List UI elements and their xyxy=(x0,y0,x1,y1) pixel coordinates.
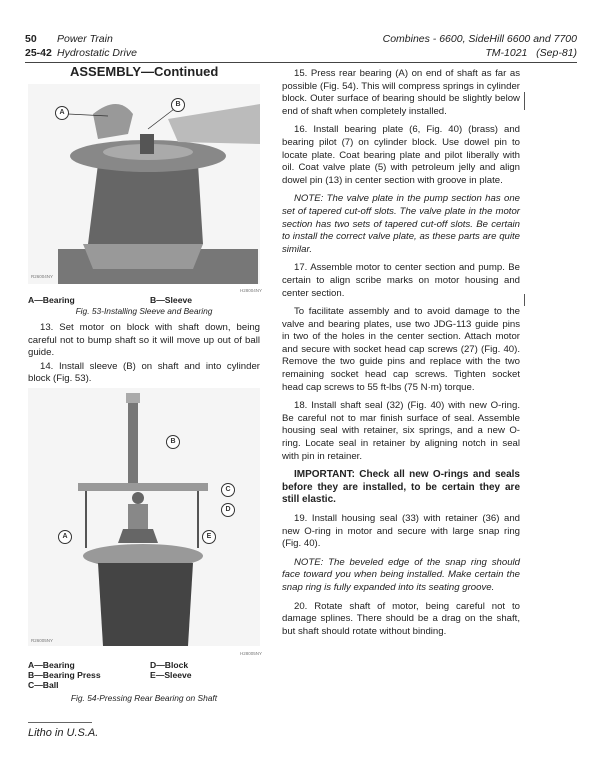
step-17: 17. Assemble motor to center section and pump. Be certain to align scribe marks on motor housing and center section. xyxy=(282,262,520,299)
header-left xyxy=(25,32,137,60)
footer-rule xyxy=(28,722,92,723)
page-number: 50 xyxy=(25,33,37,45)
note-snap-ring: NOTE: The beveled edge of the snap ring should face toward you when being installed. Make certain the snap ring is fully expanded into its seating groove. xyxy=(282,556,520,593)
figure-53-photo xyxy=(28,84,260,284)
manual-date: (Sep-81) xyxy=(536,47,577,59)
figure-53-caption: Fig. 53-Installing Sleeve and Bearing xyxy=(75,306,213,316)
callout-d: D xyxy=(221,503,235,517)
step-15: 15. Press rear bearing (A) on end of shaft as far as possible (Fig. 54). This will compress springs in cylinder block. Outer surface of bearing should be slightly below end of shaft when completely installed. xyxy=(282,68,520,117)
callout-a: A xyxy=(58,530,72,544)
legend-b: B—Bearing Press xyxy=(28,670,101,680)
header-right xyxy=(257,32,577,60)
subgroup-title: Hydrostatic Drive xyxy=(57,47,137,59)
legend-a: A—Bearing xyxy=(28,660,75,670)
header-rule xyxy=(25,62,577,63)
guide-pins-paragraph: To facilitate assembly and to avoid damage to the valve and bearing plates, use two JDG-113 guide pins in two of the holes in the center section. Attach motor and secure with socket head cap screws (27) (Fig. 40). Remove the two guide pins and replace with the two remaining socket head cap screws. Tighten socket head cap screws to 55 ft-lbs (75 N·m) torque. xyxy=(282,306,520,393)
figure-54-legend-left xyxy=(28,660,101,690)
step-16: 16. Install bearing plate (6, Fig. 40) (brass) and bearing pilot (7) on cylinder block. Use dowel pin to locate plate. Coat bearing plate and pilot liberally with oil. Coat valve plate (5) with petroleum jelly and align dowel pin (13) in center section with groove in plate. xyxy=(282,124,520,186)
callout-c: C xyxy=(221,483,235,497)
figure-54-legend-right xyxy=(150,660,192,680)
legend-e: E—Sleeve xyxy=(150,670,192,680)
change-bar xyxy=(524,92,525,110)
callout-a: A xyxy=(55,106,69,120)
callout-b: B xyxy=(166,435,180,449)
group-title: Power Train xyxy=(57,33,113,45)
manual-title: Combines - 6600, SideHill 6600 and 7700 xyxy=(382,33,577,45)
section-number: 25-42 xyxy=(25,47,52,59)
legend-c: C—Ball xyxy=(28,680,59,690)
left-steps xyxy=(28,322,260,392)
legend-d: D—Block xyxy=(150,660,189,670)
section-title: ASSEMBLY—Continued xyxy=(70,64,219,79)
manual-number: TM-1021 xyxy=(485,47,528,59)
figure-54-photo xyxy=(28,388,260,646)
step-13: 13. Set motor on block with shaft down, being careful not to bump shaft so it will move up out of ball guide. xyxy=(28,322,260,359)
photo-code: H28004NY xyxy=(240,288,263,293)
film-code: R26004NY xyxy=(31,274,54,279)
right-column xyxy=(282,68,520,644)
footer-text: Litho in U.S.A. xyxy=(28,727,99,739)
note-valve-plate: NOTE: The valve plate in the pump section has one set of tapered cut-off slots. The valve plate in the motor section has two sets of tapered cut-off slots. Be certain to install the correct valve plate, as these parts are quite similar. xyxy=(282,193,520,255)
figure-54-caption: Fig. 54-Pressing Rear Bearing on Shaft xyxy=(70,693,218,703)
callout-b: B xyxy=(171,98,185,112)
legend-a: A—Bearing xyxy=(28,295,75,305)
change-bar xyxy=(524,294,525,306)
step-20: 20. Rotate shaft of motor, being careful not to damage splines. There should be a drag on the shaft, but shaft should rotate without binding. xyxy=(282,600,520,637)
film-code: R26005NY xyxy=(31,638,54,643)
step-14: 14. Install sleeve (B) on shaft and into cylinder block (Fig. 53). xyxy=(28,360,260,385)
important-notice: IMPORTANT: Check all new O-rings and seals before they are installed, to be certain they are still elastic. xyxy=(282,469,520,506)
callout-e: E xyxy=(202,530,216,544)
photo-code: H28005NY xyxy=(240,651,263,656)
bearing-press-illustration xyxy=(28,388,260,646)
step-18: 18. Install shaft seal (32) (Fig. 40) with new O-ring. Be careful not to mar finish surface of seal. Assemble housing seal with retainer, six springs, and a new O-ring. Locate seal in retainer by aligning notch in seal with pin in retainer. xyxy=(282,400,520,462)
legend-b: B—Sleeve xyxy=(150,295,193,305)
step-19: 19. Install housing seal (33) with retainer (36) and new O-ring in motor and secure with large snap ring (Fig. 40). xyxy=(282,513,520,550)
